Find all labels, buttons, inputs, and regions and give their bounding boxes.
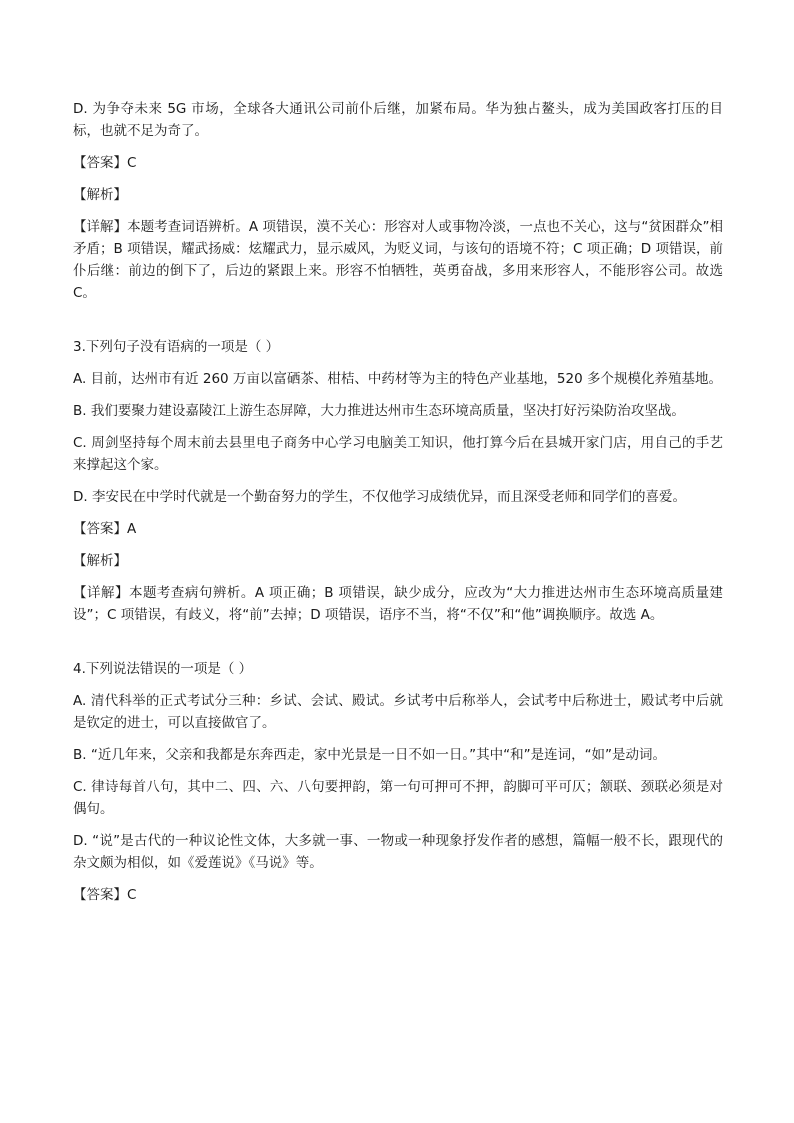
q3-option-d: D. 李安民在中学时代就是一个勤奋努力的学生，不仅他学习成绩优异，而且深受老师和同学们的喜爱。 [73,489,686,505]
q4-answer [73,884,723,906]
q4-stem: 4.下列说法错误的一项是（ ） [73,661,253,677]
answer-value: C [127,887,137,903]
q4-option-d: D. “说”是古代的一种议论性文体，大多就一事、一物或一种现象抒发作者的感想，篇幅一般不长，跟现代的杂文颇为相似，如《爱莲说》《马说》等。 [73,833,723,871]
q3-option-a: A. 目前，达州市有近 260 万亩以富硒茶、柑桔、中药材等为主的特色产业基地，520 多个规模化养殖基地。 [73,371,722,387]
detail-label: 【详解】 [73,219,128,235]
q3-answer [73,518,723,540]
answer-label: 【答案】 [73,155,127,171]
q3-option-c: C. 周剑坚持每个周末前去县里电子商务中心学习电脑美工知识，他打算今后在县城开家门店，用自己的手艺来撑起这个家。 [73,435,723,473]
q2-analysis-label: 【解析】 [73,187,127,203]
answer-value: A [127,521,137,537]
answer-label: 【答案】 [73,521,127,537]
q4-option-c: C. 律诗每首八句，其中二、四、六、八句要押韵，第一句可押可不押，韵脚可平可仄；颔联、颈联必须是对偶句。 [73,779,723,817]
q3-detail [73,582,723,626]
q2-option-d: D. 为争夺未来 5G 市场，全球各大通讯公司前仆后继，加紧布局。华为独占鳌头，成为美国政客打压的目标，也就不足为奇了。 [73,101,723,139]
q3-analysis-label: 【解析】 [73,553,127,569]
answer-label: 【答案】 [73,887,127,903]
q4-option-a: A. 清代科举的正式考试分三种：乡试、会试、殿试。乡试考中后称举人，会试考中后称进士，殿试考中后就是钦定的进士，可以直接做官了。 [73,693,723,731]
q2-answer [73,152,723,174]
q2-detail [73,216,723,304]
q3-stem: 3.下列句子没有语病的一项是（ ） [73,339,280,355]
detail-text: 本题考查病句辨析。A 项正确；B 项错误，缺少成分，应改为“大力推进达州市生态环境高质量建设”；C 项错误，有歧义，将“前”去掉；D 项错误，语序不当，将“不仅”和“他”调换顺序。故选 A。 [73,585,723,623]
q4-option-b: B. “近几年来，父亲和我都是东奔西走，家中光景是一日不如一日。”其中“和”是连词，“如”是动词。 [73,747,667,763]
detail-label: 【详解】 [73,585,129,601]
answer-value: C [127,155,137,171]
detail-text: 本题考查词语辨析。A 项错误，漠不关心：形容对人或事物冷淡，一点也不关心，这与“贫困群众”相矛盾；B 项错误，耀武扬威：炫耀武力，显示威风，为贬义词，与该句的语境不符；C 项正确；D 项错误，前仆后继：前边的倒下了，后边的紧跟上来。形容不怕牺牲，英勇奋战，多用来形容人，不能形容公司。故选 C。 [73,219,723,301]
document-page [73,98,723,916]
q3-option-b: B. 我们要聚力建设嘉陵江上游生态屏障，大力推进达州市生态环境高质量，坚决打好污染防治攻坚战。 [73,403,685,419]
